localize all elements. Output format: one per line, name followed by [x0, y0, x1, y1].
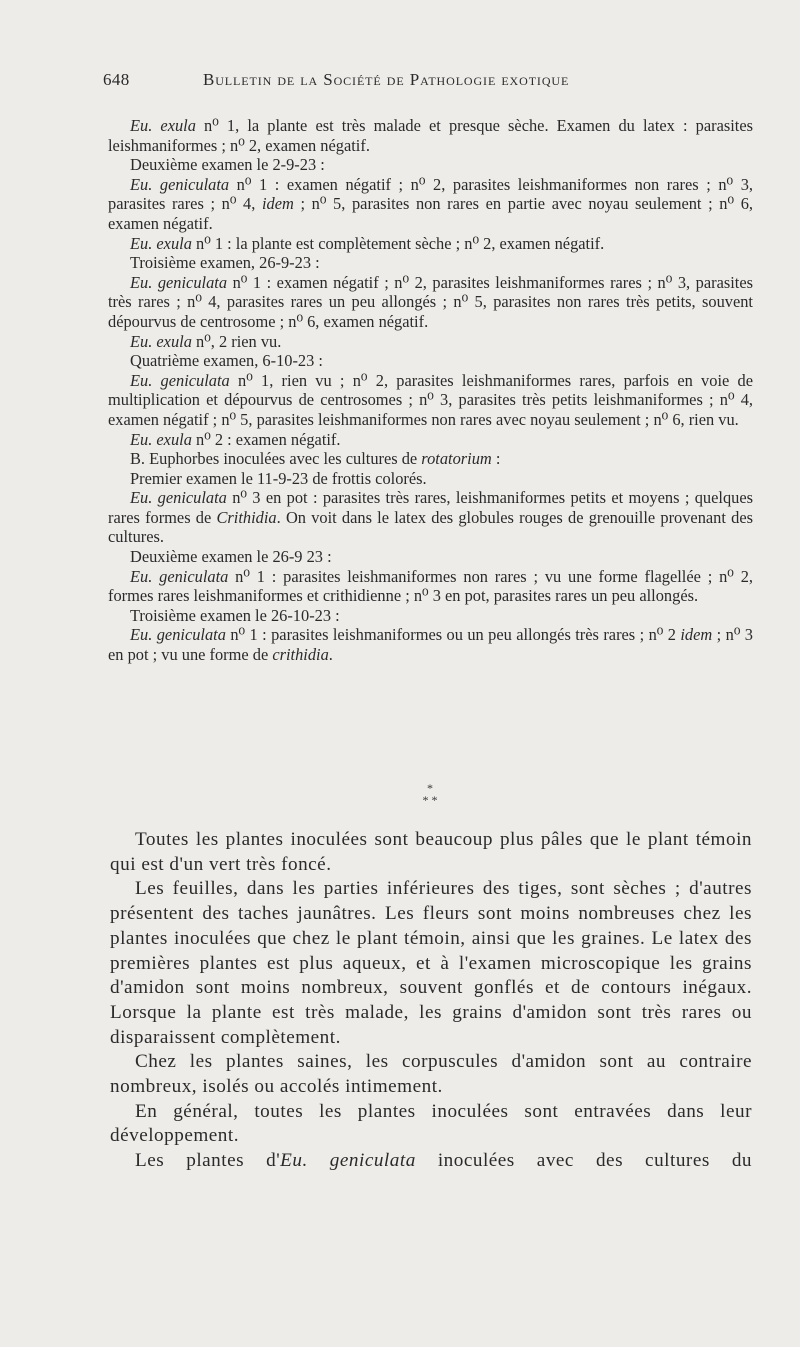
italic-text: Eu. geniculata	[130, 272, 228, 292]
text-run: n⁰ 3 en pot : parasites très rares, leishmaniformes petits et moyens ; quelques rares formes de	[108, 488, 753, 527]
text-run: :	[491, 449, 501, 469]
italic-text: Eu. geniculata	[130, 566, 229, 586]
paragraph	[108, 567, 753, 606]
journal-title: Bulletin de la Société de Pathologie exotique	[203, 70, 570, 89]
examination-notes	[108, 116, 753, 665]
text-run: B. Euphorbes inoculées avec les cultures de	[130, 449, 422, 469]
italic-text: idem	[261, 194, 294, 214]
paragraph	[108, 488, 753, 547]
text-run: En général, toutes les plantes inoculées sont entravées dans leur développement.	[110, 1100, 752, 1147]
discussion-text	[110, 828, 752, 1174]
text-run: Toutes les plantes inoculées sont beaucoup plus pâles que le plant témoin qui est d'un vert très foncé.	[110, 829, 752, 875]
italic-text: rotatorium	[421, 449, 492, 469]
text-run: Troisième examen le 26-10-23 :	[130, 605, 340, 625]
text-run: ; n⁰ 3 en pot ; vu une forme de	[108, 625, 753, 665]
text-run: n⁰ 1, rien vu ; n⁰ 2, parasites leishmaniformes rares, parfois en voie de multiplication et dépourvus de centrosomes ; n⁰ 3, parasites très petits leishmaniformes ; n⁰ 4, examen négatif ; n⁰ 5, parasites leishmaniformes non rares avec noyau seulement ; n⁰ 6, rien vu.	[108, 370, 753, 429]
paragraph	[108, 175, 753, 234]
text-run: n⁰ 1 : examen négatif ; n⁰ 2, parasites leishmaniformes rares ; n⁰ 3, parasites très rares ; n⁰ 4, parasites rares un peu allongés ; n⁰ 5, parasites non rares très petits, souvent dépourvus de centrosome ; n⁰ 6, examen négatif.	[108, 272, 754, 331]
italic-text: Crithidia	[216, 507, 277, 527]
paragraph	[108, 449, 753, 469]
page-number: 648	[103, 70, 130, 89]
text-run: Les feuilles, dans les parties inférieures des tiges, sont sèches ; d'autres présentent des taches jaunâtres. Les fleurs sont moins nombreuses chez les plantes inoculées que chez le plant témoin, ainsi que les graines. Le latex des premières plantes est plus aqueux, et à l'examen microscopique les grains d'amidon sont moins nombreux, souvent gonflés et de contours inégaux. Lorsque la plante est très malade, les grains d'amidon sont très rares ou disparaissent complètement.	[110, 878, 752, 1048]
running-header	[103, 70, 753, 96]
italic-text: Eu. exula	[130, 331, 192, 351]
text-run: Deuxième examen le 2-9-23 :	[130, 155, 325, 175]
paragraph	[108, 469, 753, 489]
italic-text: Eu. exula	[130, 116, 196, 135]
italic-text: idem	[680, 625, 713, 645]
paragraph	[110, 828, 752, 877]
italic-text: Eu. geniculata	[130, 174, 230, 194]
paragraph	[108, 253, 753, 273]
paragraph	[108, 273, 753, 332]
text-run: n⁰ 1 : examen négatif ; n⁰ 2, parasites leishmaniformes non rares ; n⁰ 3, parasites rares ; n⁰ 4,	[108, 174, 753, 214]
italic-text: Eu. geniculata	[130, 488, 227, 508]
paragraph	[108, 155, 753, 175]
text-run: inoculées avec des cultures du	[415, 1150, 753, 1172]
paragraph	[108, 234, 753, 254]
paragraph	[108, 332, 753, 352]
italic-text: Eu. exula	[130, 233, 192, 253]
separator-star-top: *	[427, 781, 433, 795]
paragraph	[108, 116, 753, 155]
text-run: Deuxième examen le 26-9 23 :	[130, 547, 332, 567]
text-run: n⁰ 1 : parasites leishmaniformes ou un peu allongés très rares ; n⁰ 2	[225, 625, 681, 645]
text-run: n⁰ 1, la plante est très malade et presque sèche. Examen du latex : parasites leishmaniformes ; n⁰ 2, examen négatif.	[108, 116, 753, 155]
text-run: .	[328, 645, 333, 665]
italic-text: Eu. geniculata	[130, 625, 226, 645]
text-run: Premier examen le 11-9-23 de frottis colorés.	[130, 468, 427, 488]
text-run: n⁰ 2 : examen négatif.	[191, 429, 341, 449]
italic-text: crithidia	[272, 645, 329, 665]
section-separator	[400, 782, 460, 812]
paragraph	[108, 371, 753, 430]
separator-stars-bottom: * *	[422, 793, 438, 807]
italic-text: Eu. exula	[130, 429, 192, 449]
text-run: n⁰, 2 rien vu.	[191, 331, 282, 351]
paragraph	[108, 351, 753, 371]
text-run: n⁰ 1 : la plante est complètement sèche ; n⁰ 2, examen négatif.	[191, 233, 605, 253]
paragraph	[110, 1149, 752, 1174]
paragraph	[108, 606, 753, 626]
paragraph	[108, 547, 753, 567]
paragraph	[110, 1050, 752, 1099]
text-run: Troisième examen, 26-9-23 :	[130, 253, 320, 273]
text-run: ; n⁰ 5, parasites non rares en partie avec noyau seulement ; n⁰ 6, examen négatif.	[108, 194, 753, 233]
italic-text: Eu. geniculata	[280, 1150, 416, 1172]
italic-text: Eu. geniculata	[130, 370, 230, 390]
text-run: Quatrième examen, 6-10-23 :	[130, 351, 323, 371]
text-run: Chez les plantes saines, les corpuscules d'amidon sont au contraire nombreux, isolés ou accolés intimement.	[110, 1051, 752, 1098]
text-run: n⁰ 1 : parasites leishmaniformes non rares ; vu une forme flagellée ; n⁰ 2, formes rares leishmaniformes et crithidienne ; n⁰ 3 en pot, parasites rares un peu allongés.	[108, 566, 753, 606]
text-run: Les plantes d'	[135, 1150, 281, 1172]
text-run: . On voit dans le latex des globules rouges de grenouille provenant des cultures.	[108, 507, 753, 547]
paragraph	[108, 625, 753, 664]
paragraph	[110, 1100, 752, 1149]
paragraph	[110, 877, 752, 1050]
paragraph	[108, 430, 753, 450]
